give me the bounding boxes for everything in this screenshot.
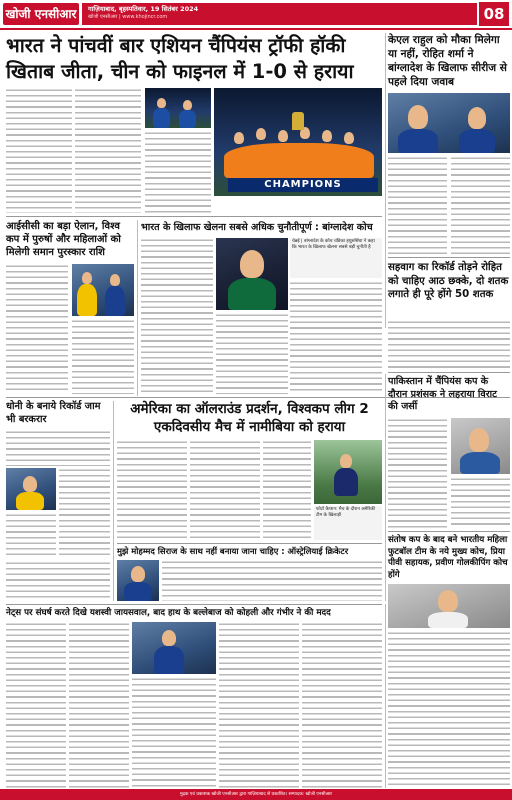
page-number: 08 bbox=[479, 2, 509, 26]
newspaper-logo: खोजी एनसीआर bbox=[3, 3, 79, 25]
column-divider bbox=[137, 220, 138, 396]
usa-headline: अमेरिका का ऑलराउंड प्रदर्शन, विश्वकप लीग 2 एकदिवसीय मैच में नामीबिया को हराया bbox=[130, 401, 369, 435]
dhoni-body-intro bbox=[6, 430, 110, 466]
dateline: गाज़ियाबाद, बृहस्पतिवार, 19 सितंबर 2024 bbox=[88, 5, 199, 13]
bangladesh-headline: भारत के खिलाफ खेलना सबसे अधिक चुनौतीपूर्ण : बांग्लादेश कोच bbox=[141, 222, 373, 233]
bangladesh-body-col-2 bbox=[216, 313, 288, 394]
dhoni-body-col-1 bbox=[6, 513, 56, 558]
section-divider bbox=[388, 257, 510, 258]
lead-body-col-2 bbox=[75, 88, 141, 213]
hockey-team-photo-small bbox=[145, 88, 211, 128]
section-divider bbox=[6, 604, 382, 605]
usa-body-col-3 bbox=[263, 440, 311, 540]
cricketer-photo bbox=[117, 560, 159, 601]
lead-headline: भारत ने पांचवीं बार एशियन चैंपियंस ट्रॉफी हॉकी खिताब जीता, चीन को फाइनल में 1-0 से हराया bbox=[6, 34, 354, 83]
column-divider bbox=[113, 401, 114, 601]
rahul-body-col-1 bbox=[388, 156, 447, 254]
icc-players-photo bbox=[72, 264, 134, 316]
bangladesh-coach-photo bbox=[216, 238, 288, 310]
rahul-headline: केएल राहुल को मौका मिलेगा या नहीं, रोहित शर्मा ने बांग्लादेश के खिलाफ सीरीज से पहले दिया जवाब bbox=[388, 34, 507, 88]
rohit-sharma-photo bbox=[388, 93, 510, 153]
football-headline: संतोष कप के बाद बने भारतीय महिला फुटबॉल टीम के नये मुख्य कोच, प्रिया पीवी सहायक, प्रवीण गोलकीपिंग कोच होंगे bbox=[388, 535, 508, 580]
lead-body-col-3 bbox=[145, 131, 211, 213]
sehwag-body bbox=[388, 320, 510, 370]
shami-body bbox=[162, 560, 382, 601]
jaiswal-body-col-4 bbox=[219, 622, 299, 788]
masthead-strip bbox=[82, 3, 477, 25]
icc-body-col-1 bbox=[6, 264, 68, 394]
jaiswal-headline: नेट्स पर संघर्ष करते दिखे यशस्वी जायसवाल, बाद हाथ के बल्लेबाज को कोहली और गंभीर ने की मदद bbox=[6, 608, 331, 618]
usa-body-col-2 bbox=[190, 440, 260, 540]
icc-body-col-2 bbox=[72, 319, 134, 394]
pakistan-body-col-2 bbox=[451, 477, 510, 528]
section-divider bbox=[117, 543, 382, 544]
sehwag-headline: सहवाग का रिकॉर्ड तोड़ने रोहित को चाहिए आठ छक्के, दो शतक लगाते ही पूरे होंगे 50 शतक bbox=[388, 262, 509, 300]
dhoni-photo bbox=[6, 468, 56, 510]
football-body bbox=[388, 631, 510, 787]
masthead bbox=[0, 0, 512, 30]
footer-imprint: मुद्रक एवं प्रकाशक खोजी एनसीआर द्वारा गाज़ियाबाद से प्रकाशित। सम्पादक: खोजी एनसीआर bbox=[0, 789, 512, 800]
usa-caption: फोटो कैप्शन: मैच के दौरान अमेरिकी टीम के खिलाड़ी bbox=[314, 506, 382, 540]
column-divider bbox=[385, 33, 386, 328]
bangladesh-body-col-3 bbox=[290, 281, 382, 394]
pakistan-headline: पाकिस्तान में चैंपियंस कप के दौरान प्रशंसक ने लहराया विराट की जर्सी bbox=[388, 376, 497, 412]
shami-headline: मुझे मोहम्मद सिराज के साथ नहीं बनाया जाना चाहिए : ऑस्ट्रेलियाई क्रिकेटर bbox=[117, 546, 349, 556]
column-divider bbox=[385, 604, 386, 788]
jaiswal-body-col-2 bbox=[69, 622, 129, 788]
section-divider bbox=[388, 531, 510, 532]
virat-kohli-photo bbox=[451, 418, 510, 474]
rahul-body-col-2 bbox=[451, 156, 510, 254]
bangladesh-caption: चेन्नई | बांग्लादेश के कोच चंडिका हथुरुसिंघा ने कहा कि भारत के खिलाफ खेलना सबसे बड़ी चुनौती है bbox=[290, 238, 382, 278]
lead-body-col-1 bbox=[6, 88, 72, 213]
trophy-icon bbox=[292, 112, 304, 130]
jaiswal-body-col-5 bbox=[302, 622, 382, 788]
dhoni-body-footer bbox=[6, 561, 110, 601]
section-divider bbox=[388, 372, 510, 373]
usa-match-photo bbox=[314, 440, 382, 504]
jaiswal-nets-photo bbox=[132, 622, 216, 674]
column-divider bbox=[385, 374, 386, 601]
dhoni-headline: धोनी के बनाये रिकॉर्ड जाम भी बरकरार bbox=[6, 401, 101, 425]
icc-headline: आईसीसी का बड़ा ऐलान, विश्व कप में पुरुषों और महिलाओं को मिलेगी समान पुरस्कार राशि bbox=[6, 221, 121, 258]
section-divider bbox=[6, 216, 382, 217]
dhoni-body-col-2 bbox=[59, 468, 110, 558]
jaiswal-body-col-1 bbox=[6, 622, 66, 788]
football-coach-photo bbox=[388, 584, 510, 628]
pakistan-body-col-1 bbox=[388, 418, 447, 528]
bangladesh-body-col-1 bbox=[141, 238, 213, 394]
champions-banner: CHAMPIONS bbox=[228, 178, 378, 192]
usa-body-col-1 bbox=[117, 440, 187, 540]
jaiswal-body-col-3 bbox=[132, 677, 216, 788]
masthead-subline: खोजी एनसीआर | www.khojincr.com bbox=[88, 14, 168, 20]
